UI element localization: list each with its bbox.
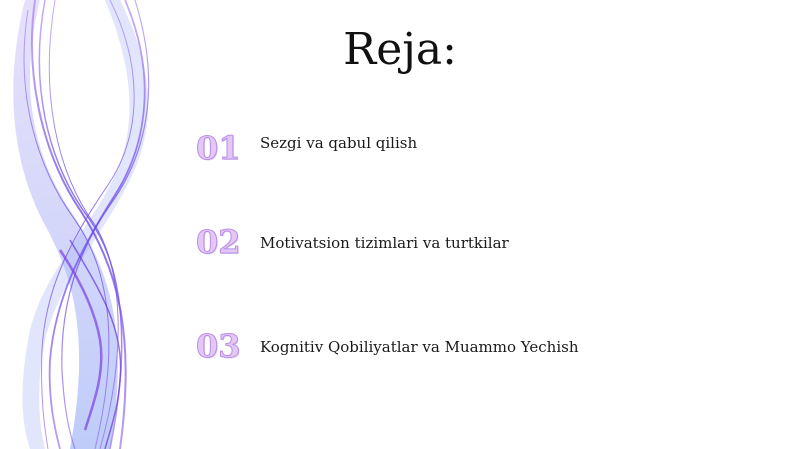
- item-number: 03: [196, 327, 241, 365]
- item-number: 02: [196, 223, 241, 261]
- item-number: 01: [196, 129, 241, 167]
- list-item: [196, 222, 756, 272]
- list-item: [196, 326, 756, 376]
- item-label: Motivatsion tizimlari va turtkilar: [260, 234, 509, 252]
- list-item: [196, 128, 756, 178]
- item-label: Sezgi va qabul qilish: [260, 134, 418, 152]
- purple-smoke-ribbon-decoration: [0, 0, 200, 449]
- item-label: Kognitiv Qobiliyatlar va Muammo Yechish: [260, 338, 579, 356]
- slide-title: Reja:: [343, 24, 457, 75]
